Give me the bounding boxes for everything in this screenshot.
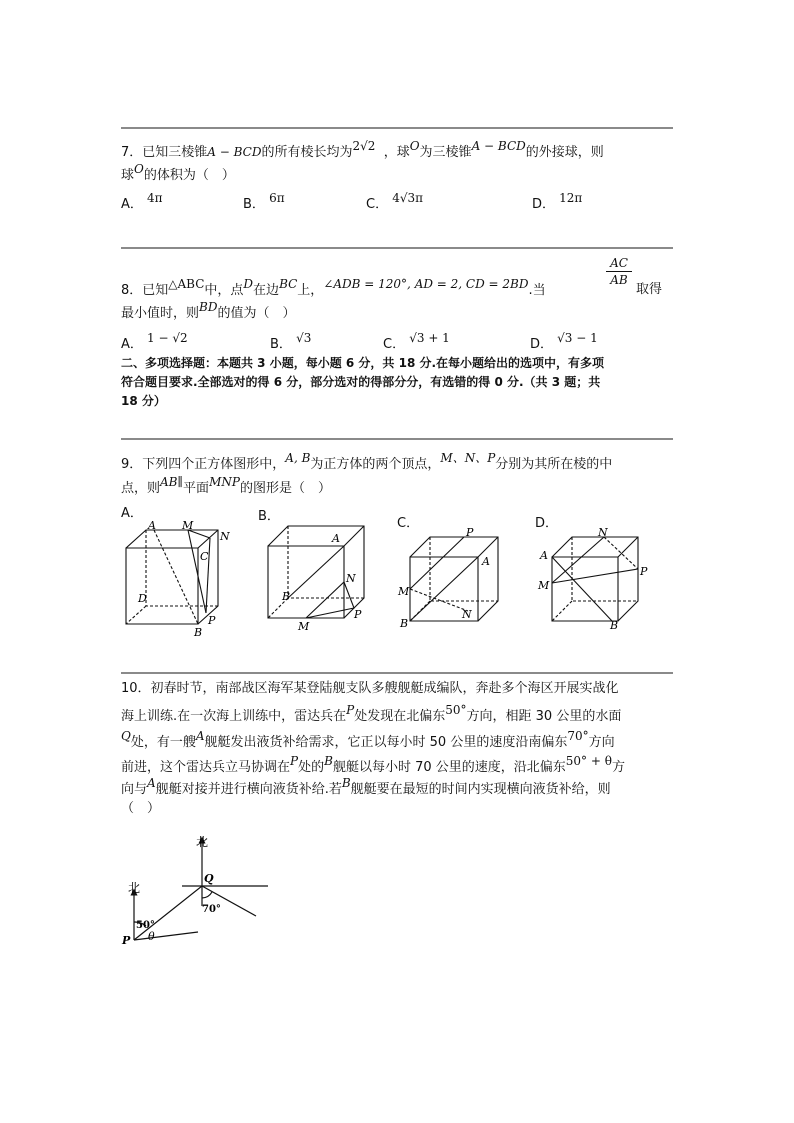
q10-line-pq — [134, 886, 202, 940]
q9-cube-b-triangle-mnp — [306, 582, 354, 618]
q7-option-a[interactable]: A． 4π — [121, 191, 163, 212]
q9-cube-c-label-p: P — [466, 526, 474, 539]
divider-q9 — [121, 438, 673, 440]
q10-line6: （ ） — [121, 801, 161, 816]
q8-option-b[interactable]: B． √3 — [270, 331, 312, 352]
q9-cube-a-front-face — [126, 548, 198, 624]
q9-cube-d[interactable] — [534, 525, 646, 631]
q9-cube-d-label-p: P — [640, 565, 648, 578]
q10-label-p: P — [122, 934, 131, 947]
q9-cube-a-back-edges — [126, 530, 218, 624]
divider-q10 — [121, 672, 673, 674]
q10-line5: 向与A舰艇对接并进行横向液货补给.若B舰艇要在最短的时间内实现横向液货补给，则 — [121, 776, 611, 797]
q9-cube-d-front-face — [552, 557, 618, 621]
q9-cube-c-label-b: B — [400, 617, 409, 630]
q10-navigation-diagram — [118, 828, 278, 953]
q10-line1: 10．初春时节，南部战区海军某登陆舰支队多艘舰艇成编队，奔赴多个海区开展实战化 — [121, 681, 619, 696]
q7-option-d[interactable]: D． 12π — [532, 191, 583, 212]
q9-cube-b[interactable] — [260, 518, 378, 636]
q10-line-pb — [134, 932, 198, 940]
q9-cube-a-label-d: D — [138, 592, 147, 605]
q9-cube-a-label-a: A — [148, 519, 156, 532]
q9-cube-d-label-a: A — [540, 549, 548, 562]
q9-option-c[interactable]: C． — [397, 516, 420, 531]
q9-cube-d-hidden-edge — [552, 601, 572, 621]
q9-line2: 点，则AB∥平面MNP的图形是（ ） — [121, 475, 331, 496]
q9-cube-a-label-m: M — [182, 519, 194, 532]
q7-line1: 7．已知三棱锥A − BCD的所有棱长均为2√2 ，球O为三棱锥A − BCD的外接球，则 — [121, 139, 604, 160]
q9-cube-c-label-n: N — [462, 608, 472, 621]
q9-option-a[interactable]: A． — [121, 506, 143, 521]
q8-option-d[interactable]: D． √3 − 1 — [530, 331, 598, 352]
q9-cube-c-label-a: A — [482, 555, 490, 568]
q10-line3: Q处，有一艘A舰艇发出液货补给需求，它正以每小时 50 公里的速度沿南偏东70°方向 — [121, 729, 615, 750]
q9-cube-b-edge — [344, 526, 364, 546]
q9-line1: 9．下列四个正方体图形中，A, B为正方体的两个顶点，M、N、P分别为其所在棱的中 — [121, 451, 613, 472]
q9-cube-b-label-n: N — [346, 572, 356, 585]
q8-option-c[interactable]: C． √3 + 1 — [383, 331, 450, 352]
q9-cube-b-label-b: B — [282, 590, 291, 603]
divider-q8 — [121, 247, 673, 249]
section2-line2: 符合题目要求.全部选对的得 6 分，部分选对的得部分分，有选错的得 0 分.（共 3 题；共 — [121, 375, 601, 389]
q7-option-b[interactable]: B． 6π — [243, 191, 285, 212]
q9-cube-c-line-mn — [410, 589, 468, 611]
q9-cube-a-line-mp — [188, 530, 206, 613]
divider-q7 — [121, 127, 673, 129]
q9-cube-c[interactable] — [396, 525, 508, 631]
q7-option-c[interactable]: C． 4√3π — [366, 191, 424, 212]
q9-cube-d-label-b: B — [610, 619, 619, 632]
q8-line1: 8．已知△ABC中，点D在边BC上，∠ADB = 120°, AD = 2, CD = 2BD.当 — [121, 277, 546, 298]
q10-label-angle-70: 70° — [202, 904, 221, 915]
q9-cube-a-label-n: N — [220, 530, 230, 543]
q9-cube-a-hidden-edge — [126, 606, 146, 624]
q8-fraction-bar — [606, 271, 632, 272]
q9-cube-b-label-a: A — [332, 532, 340, 545]
q9-cube-a-edge — [198, 530, 218, 548]
q9-cube-a-label-b: B — [194, 626, 203, 639]
q10-line2: 海上训练.在一次海上训练中，雷达兵在P处发现在北偏东50°方向，相距 30 公里的水面 — [121, 703, 622, 724]
q7-line2: 球O的体积为（ ） — [121, 162, 235, 183]
q9-cube-d-label-n: N — [598, 526, 608, 539]
q9-option-b[interactable]: B． — [258, 509, 280, 524]
q9-cube-c-label-m: M — [398, 585, 410, 598]
q9-cube-d-edge — [618, 537, 638, 557]
q9-cube-b-label-p: P — [354, 608, 362, 621]
q8-line2: 最小值时，则BD的值为（ ） — [121, 300, 296, 321]
q9-cube-a-label-p: P — [208, 614, 216, 627]
q8-fraction — [606, 256, 632, 287]
q9-cube-b-label-m: M — [298, 620, 310, 633]
q8-fraction-denominator: AB — [610, 273, 628, 287]
q9-cube-a-label-c: C — [200, 550, 209, 563]
q9-cube-c-line-mp — [410, 537, 464, 589]
q10-label-theta: θ — [148, 930, 155, 943]
q9-cube-d-label-m: M — [538, 579, 550, 592]
q8-option-a[interactable]: A． 1 − √2 — [121, 331, 188, 352]
q8-fraction-numerator: AC — [610, 256, 628, 270]
q10-line4: 前进，这个雷达兵立马协调在P处的B舰艇以每小时 70 公里的速度，沿北偏东50° + θ方 — [121, 754, 625, 775]
q10-label-north-q: 北 — [196, 835, 209, 849]
q10-angle-arc-70 — [202, 892, 212, 898]
q10-label-q: Q — [204, 872, 214, 885]
section2-line3: 18 分） — [121, 394, 166, 408]
q8-line1-tail: 取得 — [636, 282, 663, 297]
q10-label-angle-50: 50° — [136, 920, 155, 931]
q9-cube-c-edge — [478, 537, 498, 557]
q9-option-d[interactable]: D． — [535, 516, 559, 531]
q10-label-north-p: 北 — [128, 881, 141, 895]
section2-line1: 二、多项选择题：本题共 3 小题，每小题 6 分，共 18 分.在每小题给出的选项中，有多项 — [121, 356, 605, 370]
q9-cube-a[interactable] — [118, 518, 230, 640]
